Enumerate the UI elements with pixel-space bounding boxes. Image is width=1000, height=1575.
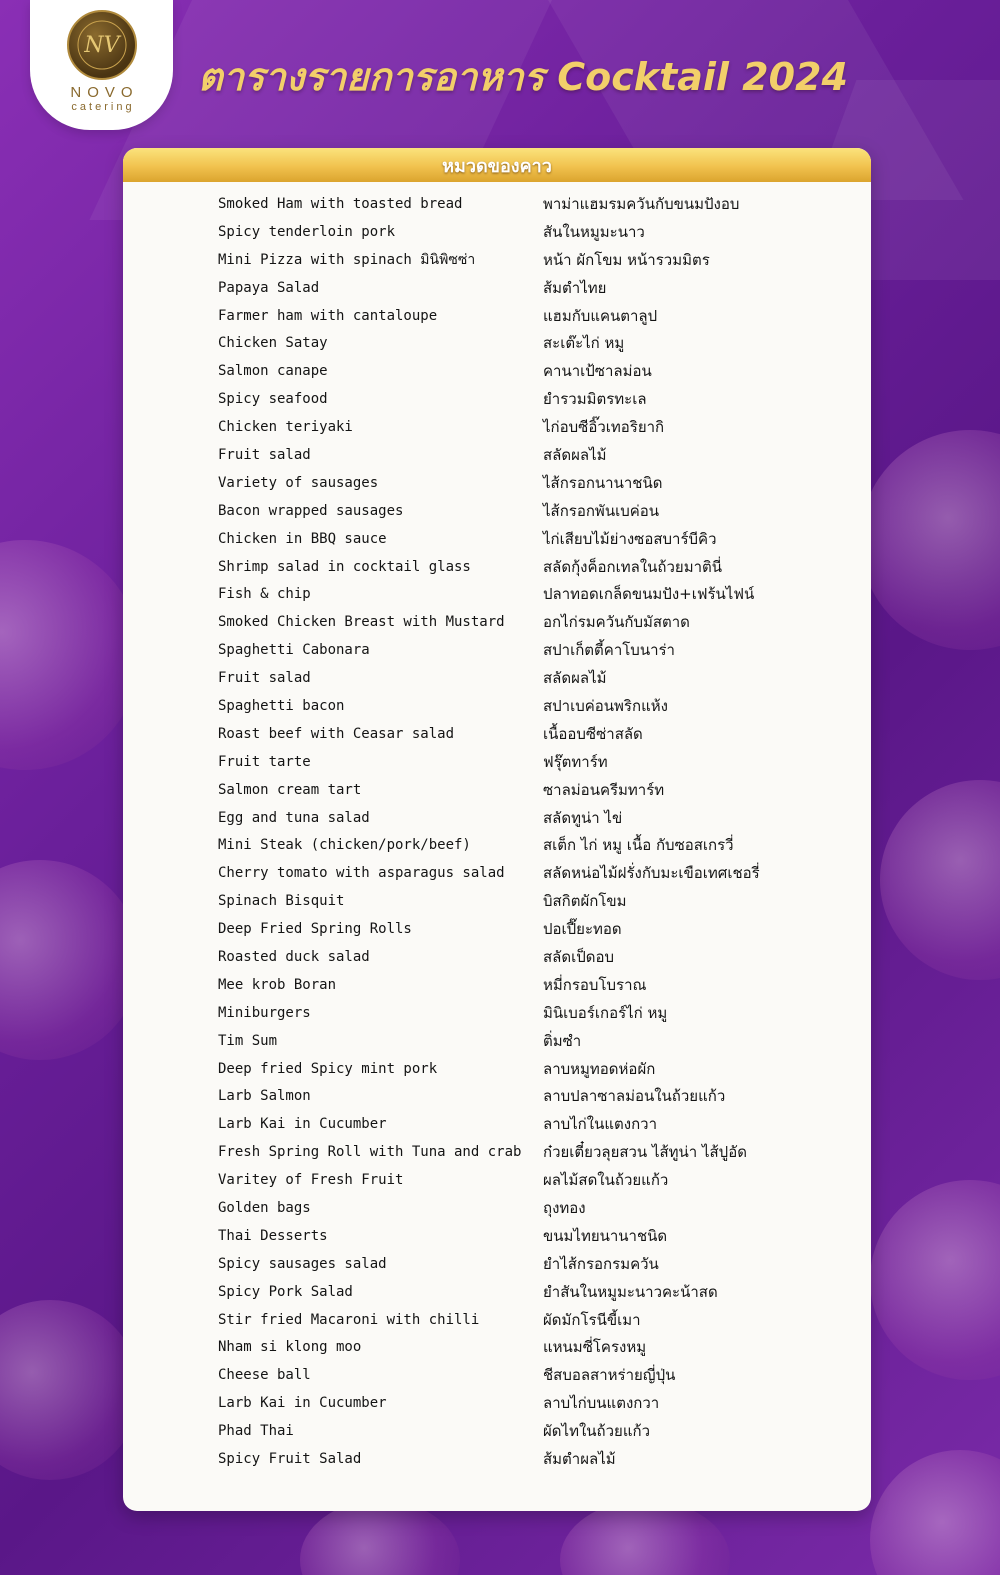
menu-item-thai: แหนมซี่โครงหมู	[543, 1338, 647, 1357]
menu-item-thai: ขนมไทยนานาชนิด	[543, 1226, 668, 1245]
food-plate-image	[560, 1500, 730, 1575]
brand-logo	[30, 0, 173, 130]
menu-item-row	[123, 580, 871, 608]
food-plate-image	[860, 430, 1000, 650]
menu-item-thai: พาม่าแฮมรมควันกับขนมปังอบ	[543, 194, 740, 213]
menu-item-row	[123, 971, 871, 999]
menu-item-thai: ชีสบอลสาหร่ายญี่ปุ่น	[543, 1366, 676, 1385]
menu-item-english: Egg and tuna salad	[218, 809, 370, 826]
menu-item-english: Spaghetti bacon	[218, 697, 345, 714]
menu-item-row	[123, 943, 871, 971]
menu-item-thai: ผัดมักโรนีขี้เมา	[543, 1310, 641, 1329]
menu-item-row	[123, 1166, 871, 1194]
menu-item-thai: สลัดผลไม้	[543, 445, 607, 464]
menu-item-row	[123, 831, 871, 859]
food-plate-image	[300, 1500, 460, 1575]
menu-item-english: Mee krob Boran	[218, 976, 337, 993]
menu-item-english: Spicy Pork Salad	[218, 1283, 353, 1300]
menu-item-thai: คานาเป้ซาลม่อน	[543, 362, 652, 381]
menu-item-english: Fruit salad	[218, 446, 311, 463]
menu-item-english: Smoked Chicken Breast with Mustard	[218, 614, 505, 631]
menu-item-thai: ไก่เสียบไม้ย่างซอสบาร์บีคิว	[543, 529, 717, 548]
menu-item-thai: ผัดไทในถ้วยแก้ว	[543, 1422, 651, 1441]
food-plate-image	[0, 540, 140, 770]
menu-item-english: Salmon canape	[218, 363, 328, 380]
menu-item-english: Cherry tomato with asparagus salad	[218, 865, 505, 882]
menu-item-thai: ลาบหมูทอดห่อผัก	[543, 1059, 656, 1078]
menu-item-english: Tim Sum	[218, 1032, 278, 1049]
menu-item-row	[123, 915, 871, 943]
menu-item-thai: ลาบไก่ในแตงกวา	[543, 1115, 658, 1134]
menu-item-thai: อกไก่รมควันกับมัสตาด	[543, 613, 690, 632]
menu-item-row	[123, 887, 871, 915]
menu-item-thai: สเต็ก ไก่ หมู เนื้อ กับซอสเกรวี่	[543, 836, 734, 855]
menu-item-english: Papaya Salad	[218, 279, 320, 296]
menu-item-english: Mini Pizza with spinach มินิพิซซ่า	[218, 251, 476, 268]
logo-emblem-icon	[67, 10, 137, 80]
menu-item-row	[123, 1306, 871, 1334]
logo-subtitle: catering	[71, 101, 135, 113]
logo-name: NOVO	[70, 84, 139, 101]
section-header	[123, 148, 871, 182]
menu-item-row	[123, 859, 871, 887]
menu-item-english: Golden bags	[218, 1200, 311, 1216]
menu-item-english: Shrimp salad in cocktail glass	[218, 558, 471, 575]
menu-item-row	[123, 246, 871, 274]
menu-item-thai: แฮมกับแคนตาลูป	[543, 306, 658, 325]
menu-item-english: Stir fried Macaroni with chilli	[218, 1311, 480, 1328]
menu-item-thai: สปาเบค่อนพริกแห้ง	[543, 696, 668, 715]
menu-item-english: Spinach Bisquit	[218, 893, 345, 910]
menu-item-row	[123, 469, 871, 497]
menu-item-row	[123, 1138, 871, 1166]
menu-item-thai: สันในหมูมะนาว	[543, 222, 645, 241]
menu-item-english: Larb Kai in Cucumber	[218, 1116, 387, 1133]
menu-item-row	[123, 1334, 871, 1362]
menu-item-thai: ฟรุ๊ตทาร์ท	[543, 752, 608, 771]
menu-item-english: Chicken Satay	[218, 335, 328, 352]
menu-card	[123, 148, 871, 1511]
menu-item-english: Deep Fried Spring Rolls	[218, 921, 412, 938]
menu-item-row	[123, 748, 871, 776]
menu-item-english: Spaghetti Cabonara	[218, 642, 370, 659]
menu-item-row	[123, 218, 871, 246]
menu-item-row	[123, 1222, 871, 1250]
menu-item-english: Chicken teriyaki	[218, 419, 353, 436]
food-plate-image	[0, 1300, 140, 1480]
menu-item-thai: ยำรวมมิตรทะเล	[543, 390, 647, 409]
food-plate-image	[870, 1180, 1000, 1380]
menu-item-english: Fresh Spring Roll with Tuna and crab	[218, 1144, 522, 1161]
menu-item-row	[123, 190, 871, 218]
menu-item-english: Smoked Ham with toasted bread	[218, 195, 463, 212]
menu-item-thai: ส้มตำผลไม้	[543, 1450, 616, 1469]
menu-item-row	[123, 302, 871, 330]
menu-item-thai: ลาบปลาซาลม่อนในถ้วยแก้ว	[543, 1087, 726, 1106]
menu-item-row	[123, 1055, 871, 1083]
menu-item-thai: ผลไม้สดในถ้วยแก้ว	[543, 1171, 669, 1190]
section-header-label: หมวดของคาว	[442, 155, 552, 177]
menu-item-english: Deep fried Spicy mint pork	[218, 1060, 438, 1077]
menu-item-thai: สะเต๊ะไก่ หมู	[543, 334, 625, 353]
food-plate-image	[870, 1450, 1000, 1575]
menu-item-row	[123, 1194, 871, 1222]
menu-item-thai: สลัดกุ้งค็อกเทลในถ้วยมาตินี่	[543, 557, 723, 576]
menu-item-row	[123, 1110, 871, 1138]
menu-item-english: Chicken in BBQ sauce	[218, 530, 387, 547]
menu-item-english: Fruit tarte	[218, 753, 311, 770]
menu-item-english: Thai Desserts	[218, 1227, 328, 1244]
menu-item-thai: สปาเก็ตตี้คาโบนาร่า	[543, 641, 675, 660]
menu-item-english: Salmon cream tart	[218, 781, 362, 798]
menu-item-thai: ไส้กรอกนานาชนิด	[543, 473, 663, 492]
logo-monogram: NV	[83, 33, 120, 58]
menu-item-english: Farmer ham with cantaloupe	[218, 307, 438, 324]
menu-item-row	[123, 999, 871, 1027]
menu-item-row	[123, 553, 871, 581]
menu-item-thai: สลัดผลไม้	[543, 669, 607, 688]
menu-item-english: Larb Salmon	[218, 1088, 311, 1105]
menu-item-row	[123, 1278, 871, 1306]
menu-item-row	[123, 1027, 871, 1055]
menu-item-thai: ยำไส้กรอกรมควัน	[543, 1254, 659, 1273]
menu-item-row	[123, 1389, 871, 1417]
menu-item-english: Spicy Fruit Salad	[218, 1451, 362, 1468]
food-plate-image	[880, 780, 1000, 980]
menu-item-row	[123, 608, 871, 636]
menu-item-english: Cheese ball	[218, 1367, 311, 1384]
page-title: ตารางรายการอาหาร Cocktail 2024	[198, 55, 848, 99]
menu-item-thai: ส้มตำไทย	[543, 278, 607, 297]
menu-item-english: Variety of sausages	[218, 474, 379, 491]
menu-item-row	[123, 1083, 871, 1111]
menu-item-row	[123, 329, 871, 357]
menu-item-thai: ติ่มซำ	[543, 1031, 582, 1050]
menu-item-thai: ปลาทอดเกล็ดขนมปัง+เฟร้นไฟน์	[543, 585, 755, 604]
menu-item-thai: ก๋วยเตี๋ยวลุยสวน ไส้ทูน่า ไส้ปูอัด	[543, 1143, 747, 1162]
menu-item-thai: ไส้กรอกพันเบค่อน	[543, 501, 660, 520]
menu-item-row	[123, 720, 871, 748]
menu-item-thai: ไก่อบซีอิ๊วเทอริยากิ	[543, 418, 665, 437]
menu-item-thai: มินิเบอร์เกอร์ไก่ หมู	[543, 1003, 668, 1022]
menu-item-row	[123, 413, 871, 441]
menu-item-english: Varitey of Fresh Fruit	[218, 1172, 404, 1189]
menu-item-english: Roast beef with Ceasar salad	[218, 725, 455, 742]
menu-item-thai: ลาบไก่บนแตงกวา	[543, 1394, 660, 1413]
menu-item-row	[123, 636, 871, 664]
menu-item-thai: บิสกิตผักโขม	[543, 892, 627, 911]
menu-item-thai: สลัดเป็ดอบ	[543, 947, 615, 966]
menu-item-row	[123, 1361, 871, 1389]
menu-item-row	[123, 664, 871, 692]
menu-item-english: Miniburgers	[218, 1004, 311, 1021]
menu-item-english: Phad Thai	[218, 1423, 294, 1440]
menu-item-row	[123, 1445, 871, 1473]
menu-item-thai: เนื้ออบซีซ่าสลัด	[543, 724, 643, 743]
menu-item-row	[123, 1250, 871, 1278]
menu-item-thai: หน้า ผักโขม หน้ารวมมิตร	[543, 250, 710, 269]
menu-item-thai: สลัดทูน่า ไข่	[543, 808, 623, 827]
menu-item-row	[123, 525, 871, 553]
menu-item-row	[123, 357, 871, 385]
menu-item-english: Spicy sausages salad	[218, 1255, 387, 1272]
menu-item-english: Nham si klong moo	[218, 1339, 362, 1356]
menu-item-row	[123, 804, 871, 832]
menu-item-english: Larb Kai in Cucumber	[218, 1395, 387, 1412]
monogram-icon	[72, 15, 132, 75]
menu-item-english: Bacon wrapped sausages	[218, 502, 404, 519]
menu-item-english: Spicy seafood	[218, 391, 328, 408]
menu-item-thai: ซาลม่อนครีมทาร์ท	[543, 780, 665, 799]
menu-item-row	[123, 692, 871, 720]
menu-item-row	[123, 776, 871, 804]
menu-item-thai: สลัดหน่อไม้ฝรั่งกับมะเขือเทศเชอรี่	[543, 864, 760, 883]
menu-list	[123, 182, 871, 1473]
menu-item-row	[123, 274, 871, 302]
food-plate-image	[0, 860, 140, 1060]
menu-item-thai: หมี่กรอบโบราณ	[543, 975, 647, 994]
menu-item-english: Roasted duck salad	[218, 948, 370, 965]
menu-item-thai: ยำสันในหมูมะนาวคะน้าสด	[543, 1282, 718, 1301]
menu-item-row	[123, 385, 871, 413]
menu-item-thai: ปอเปี๊ยะทอด	[543, 920, 622, 939]
menu-item-row	[123, 1417, 871, 1445]
menu-item-english: Fish & chip	[218, 586, 311, 603]
menu-item-english: Fruit salad	[218, 670, 311, 687]
menu-item-english: Spicy tenderloin pork	[218, 223, 396, 240]
menu-item-english: Mini Steak (chicken/pork/beef)	[218, 837, 471, 854]
menu-item-thai: ถุงทอง	[543, 1199, 586, 1217]
menu-item-row	[123, 497, 871, 525]
menu-item-row	[123, 441, 871, 469]
